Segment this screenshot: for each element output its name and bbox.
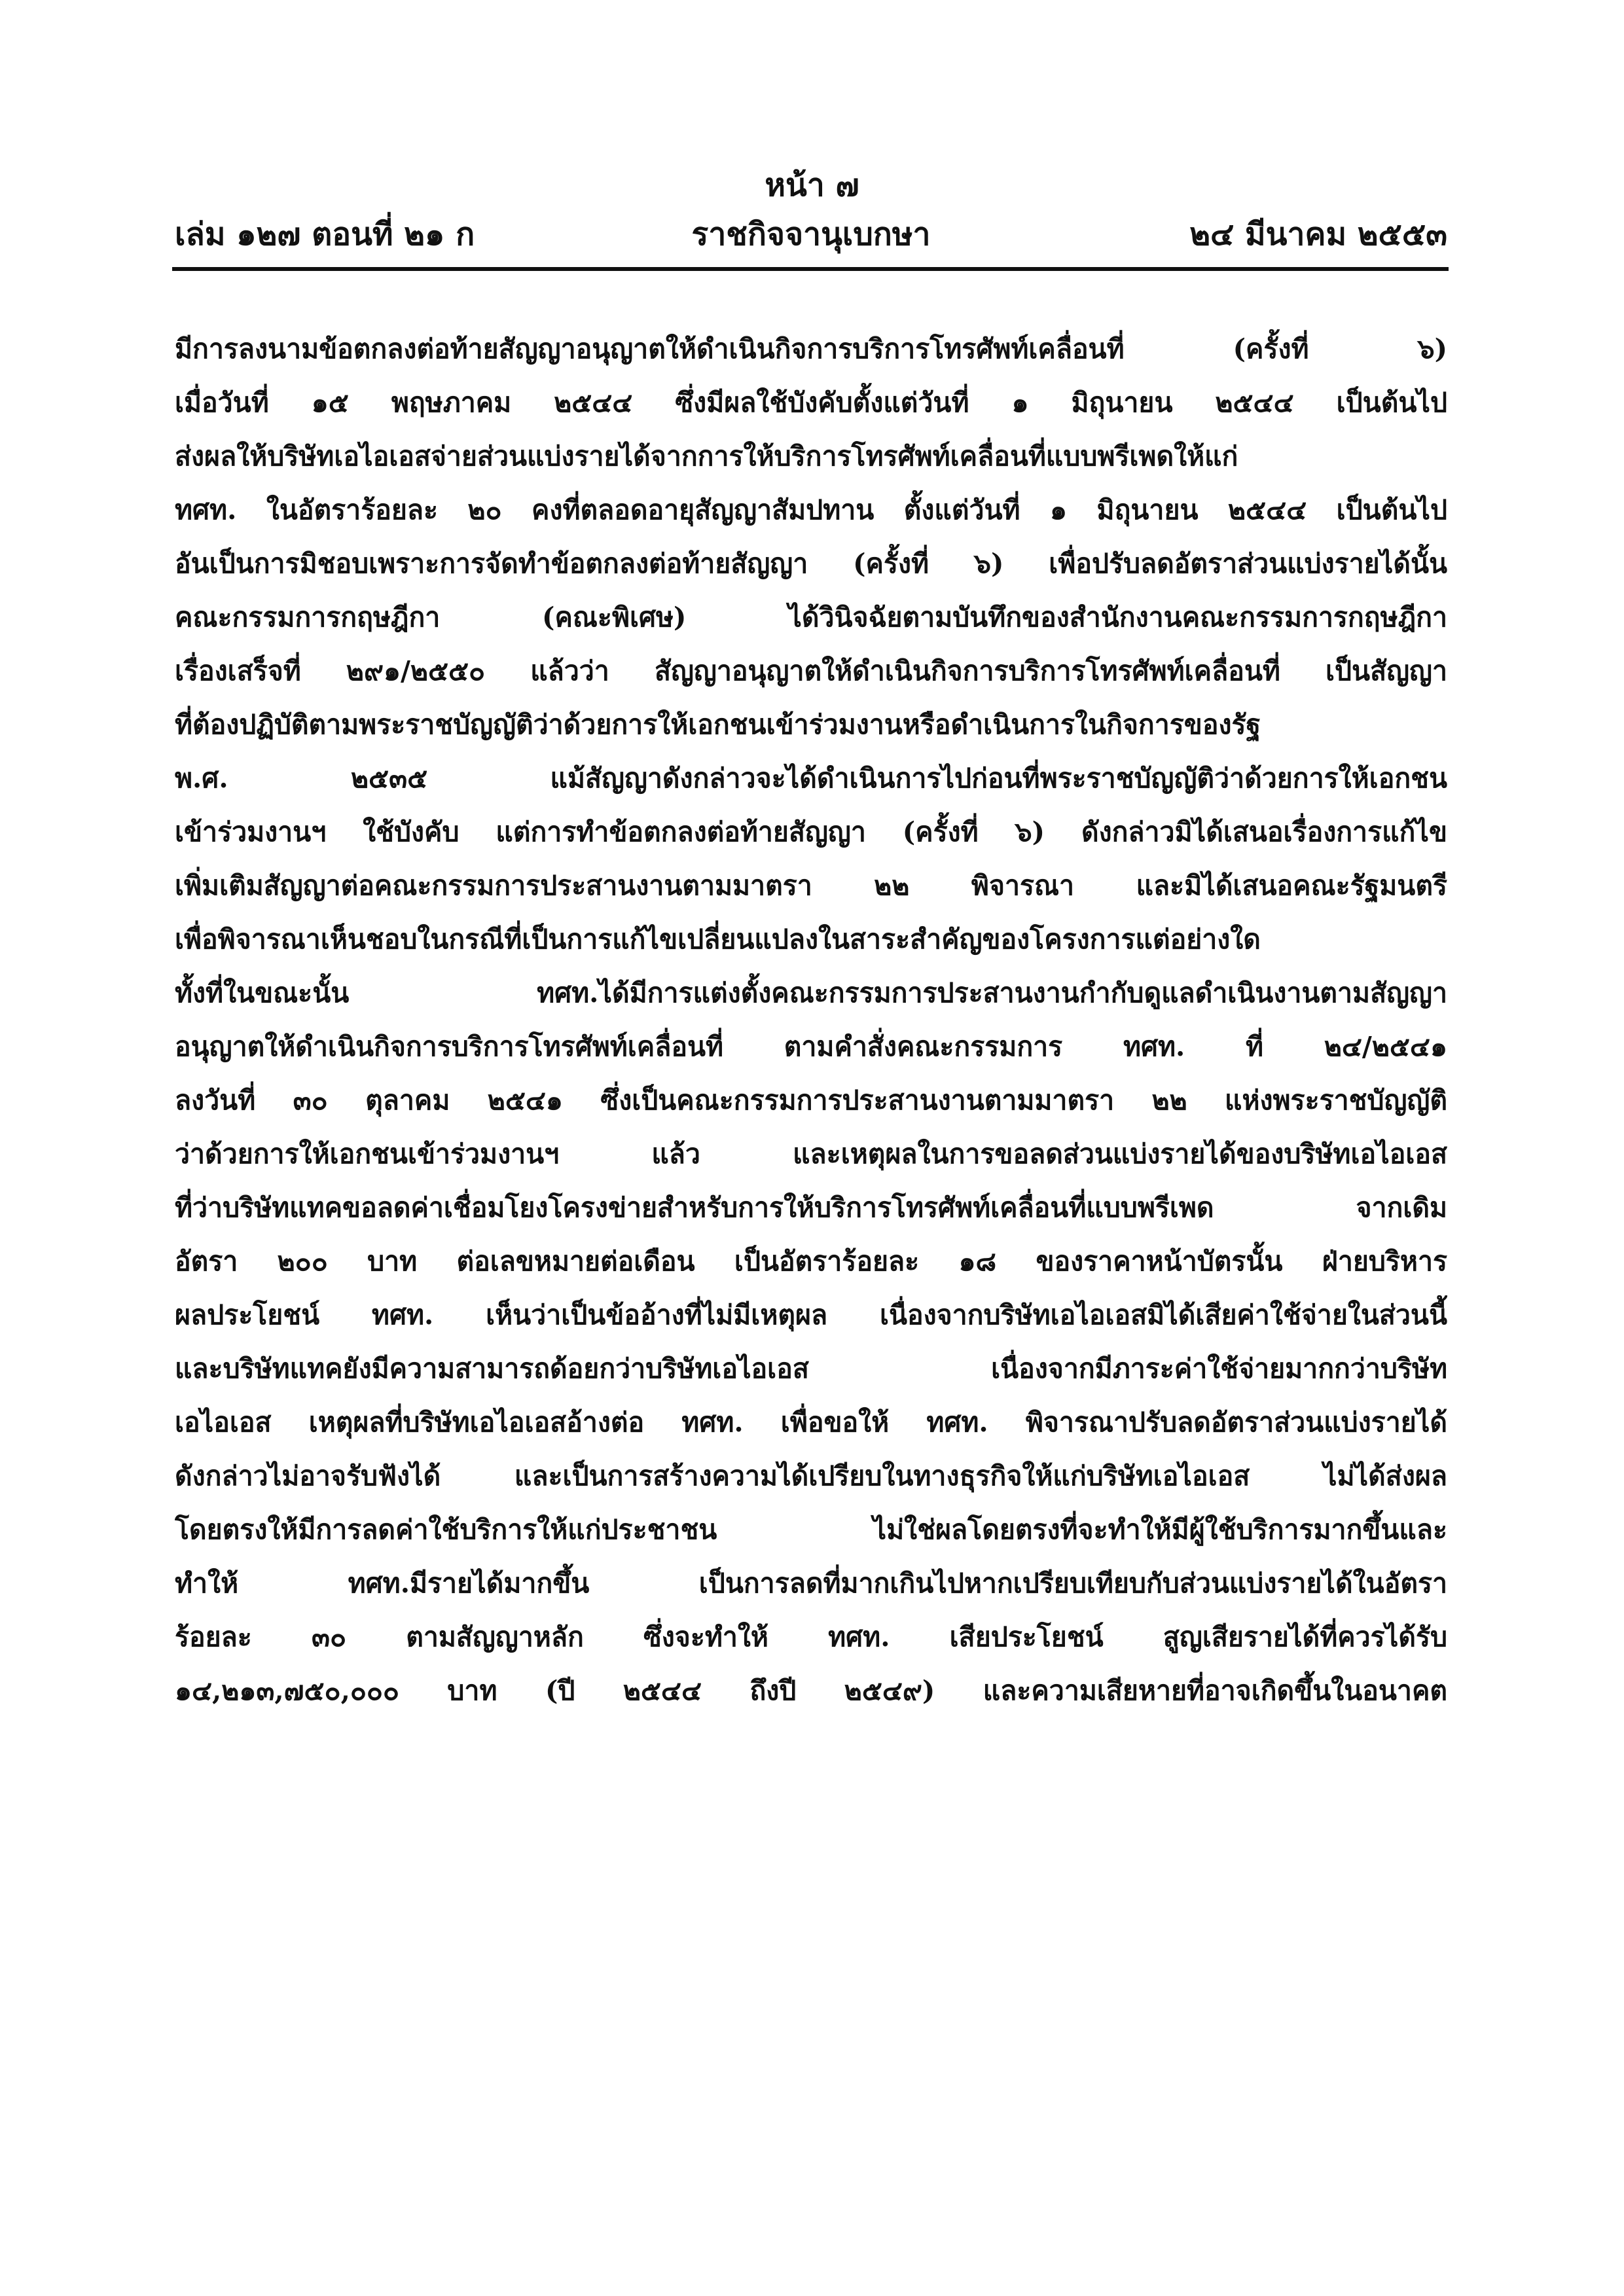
- body-line: ที่ว่าบริษัทแทคขอลดค่าเชื่อมโยงโครงข่ายสำหรับการให้บริการโทรศัพท์เคลื่อนที่แบบพรีเพด จากเดิม: [175, 1192, 1447, 1223]
- body-line: อันเป็นการมิชอบเพราะการจัดทำข้อตกลงต่อท้ายสัญญา (ครั้งที่ ๖) เพื่อปรับลดอัตราส่วนแบ่งรายได้นั้น: [175, 548, 1447, 579]
- body-text: [175, 322, 1447, 1717]
- body-line: เพิ่มเติมสัญญาต่อคณะกรรมการประสานงานตามมาตรา ๒๒ พิจารณา และมิได้เสนอคณะรัฐมนตรี: [175, 870, 1447, 901]
- body-line: พ.ศ. ๒๕๓๕ แม้สัญญาดังกล่าวจะได้ดำเนินการไปก่อนที่พระราชบัญญัติว่าด้วยการให้เอกชน: [175, 762, 1447, 794]
- body-line: ว่าด้วยการให้เอกชนเข้าร่วมงานฯ แล้ว และเหตุผลในการขอลดส่วนแบ่งรายได้ของบริษัทเอไอเอส: [175, 1138, 1447, 1170]
- body-line: เอไอเอส เหตุผลที่บริษัทเอไอเอสอ้างต่อ ทศท. เพื่อขอให้ ทศท. พิจารณาปรับลดอัตราส่วนแบ่งรายได้: [175, 1407, 1447, 1438]
- body-line: ผลประโยชน์ ทศท. เห็นว่าเป็นข้ออ้างที่ไม่มีเหตุผล เนื่องจากบริษัทเอไอเอสมิได้เสียค่าใช้จ่ายในส่วนนี้: [175, 1299, 1447, 1331]
- body-line: เข้าร่วมงานฯ ใช้บังคับ แต่การทำข้อตกลงต่อท้ายสัญญา (ครั้งที่ ๖) ดังกล่าวมิได้เสนอเรื่องการแก้ไข: [175, 816, 1447, 848]
- body-line: คณะกรรมการกฤษฎีกา (คณะพิเศษ) ได้วินิจฉัยตามบันทึกของสำนักงานคณะกรรมการกฤษฎีกา: [175, 601, 1447, 633]
- body-line: เพื่อพิจารณาเห็นชอบในกรณีที่เป็นการแก้ไขเปลี่ยนแปลงในสาระสำคัญของโครงการแต่อย่างใด: [175, 924, 1261, 955]
- body-line: ๑๔,๒๑๓,๗๕๐,๐๐๐ บาท (ปี ๒๕๔๔ ถึงปี ๒๕๔๙) และความเสียหายที่อาจเกิดขึ้นในอนาคต: [175, 1675, 1447, 1706]
- publication-date: ๒๔ มีนาคม ๒๕๕๓: [1189, 216, 1447, 253]
- body-line: เรื่องเสร็จที่ ๒๙๑/๒๕๕๐ แล้วว่า สัญญาอนุญาตให้ดำเนินกิจการบริการโทรศัพท์เคลื่อนที่ เป็นสัญญา: [175, 655, 1447, 687]
- body-line: และบริษัทแทคยังมีความสามารถด้อยกว่าบริษัทเอไอเอส เนื่องจากมีภาระค่าใช้จ่ายมากกว่าบริษัท: [175, 1353, 1447, 1384]
- gazette-header: [175, 209, 1447, 259]
- volume-issue: เล่ม ๑๒๗ ตอนที่ ๒๑ ก: [175, 216, 475, 253]
- page-number: หน้า ๗: [765, 167, 859, 204]
- body-line: ทำให้ ทศท.มีรายได้มากขึ้น เป็นการลดที่มากเกินไปหากเปรียบเทียบกับส่วนแบ่งรายได้ในอัตรา: [175, 1568, 1447, 1599]
- body-line: อนุญาตให้ดำเนินกิจการบริการโทรศัพท์เคลื่อนที่ ตามคำสั่งคณะกรรมการ ทศท. ที่ ๒๔/๒๕๔๑: [175, 1031, 1447, 1062]
- body-line: เมื่อวันที่ ๑๕ พฤษภาคม ๒๕๔๔ ซึ่งมีผลใช้บังคับตั้งแต่วันที่ ๑ มิถุนายน ๒๕๔๔ เป็นต้นไป: [175, 387, 1447, 418]
- body-line: ส่งผลให้บริษัทเอไอเอสจ่ายส่วนแบ่งรายได้จากการให้บริการโทรศัพท์เคลื่อนที่แบบพรีเพดให้แก่: [175, 440, 1238, 472]
- body-line: ทศท. ในอัตราร้อยละ ๒๐ คงที่ตลอดอายุสัญญาสัมปทาน ตั้งแต่วันที่ ๑ มิถุนายน ๒๕๔๔ เป็นต้นไป: [175, 494, 1447, 526]
- body-line: ลงวันที่ ๓๐ ตุลาคม ๒๕๔๑ ซึ่งเป็นคณะกรรมการประสานงานตามมาตรา ๒๒ แห่งพระราชบัญญัติ: [175, 1085, 1447, 1116]
- body-line: ทั้งที่ในขณะนั้น ทศท.ได้มีการแต่งตั้งคณะกรรมการประสานงานกำกับดูแลดำเนินงานตามสัญญา: [175, 977, 1447, 1009]
- body-line: ดังกล่าวไม่อาจรับฟังได้ และเป็นการสร้างความได้เปรียบในทางธุรกิจให้แก่บริษัทเอไอเอส ไม่ได้ส่งผล: [175, 1460, 1447, 1492]
- header-divider: [172, 267, 1449, 271]
- body-line: โดยตรงให้มีการลดค่าใช้บริการให้แก่ประชาชน ไม่ใช่ผลโดยตรงที่จะทำให้มีผู้ใช้บริการมากขึ้นและ: [175, 1514, 1447, 1545]
- body-line: อัตรา ๒๐๐ บาท ต่อเลขหมายต่อเดือน เป็นอัตราร้อยละ ๑๘ ของราคาหน้าบัตรนั้น ฝ่ายบริหาร: [175, 1246, 1447, 1277]
- publication-title: ราชกิจจานุเบกษา: [691, 216, 931, 253]
- body-line: ร้อยละ ๓๐ ตามสัญญาหลัก ซึ่งจะทำให้ ทศท. เสียประโยชน์ สูญเสียรายได้ที่ควรได้รับ: [175, 1621, 1447, 1653]
- body-line: มีการลงนามข้อตกลงต่อท้ายสัญญาอนุญาตให้ดำเนินกิจการบริการโทรศัพท์เคลื่อนที่ (ครั้งที่ ๖): [175, 333, 1447, 365]
- body-line: ที่ต้องปฏิบัติตามพระราชบัญญัติว่าด้วยการให้เอกชนเข้าร่วมงานหรือดำเนินการในกิจการของรัฐ: [175, 709, 1261, 740]
